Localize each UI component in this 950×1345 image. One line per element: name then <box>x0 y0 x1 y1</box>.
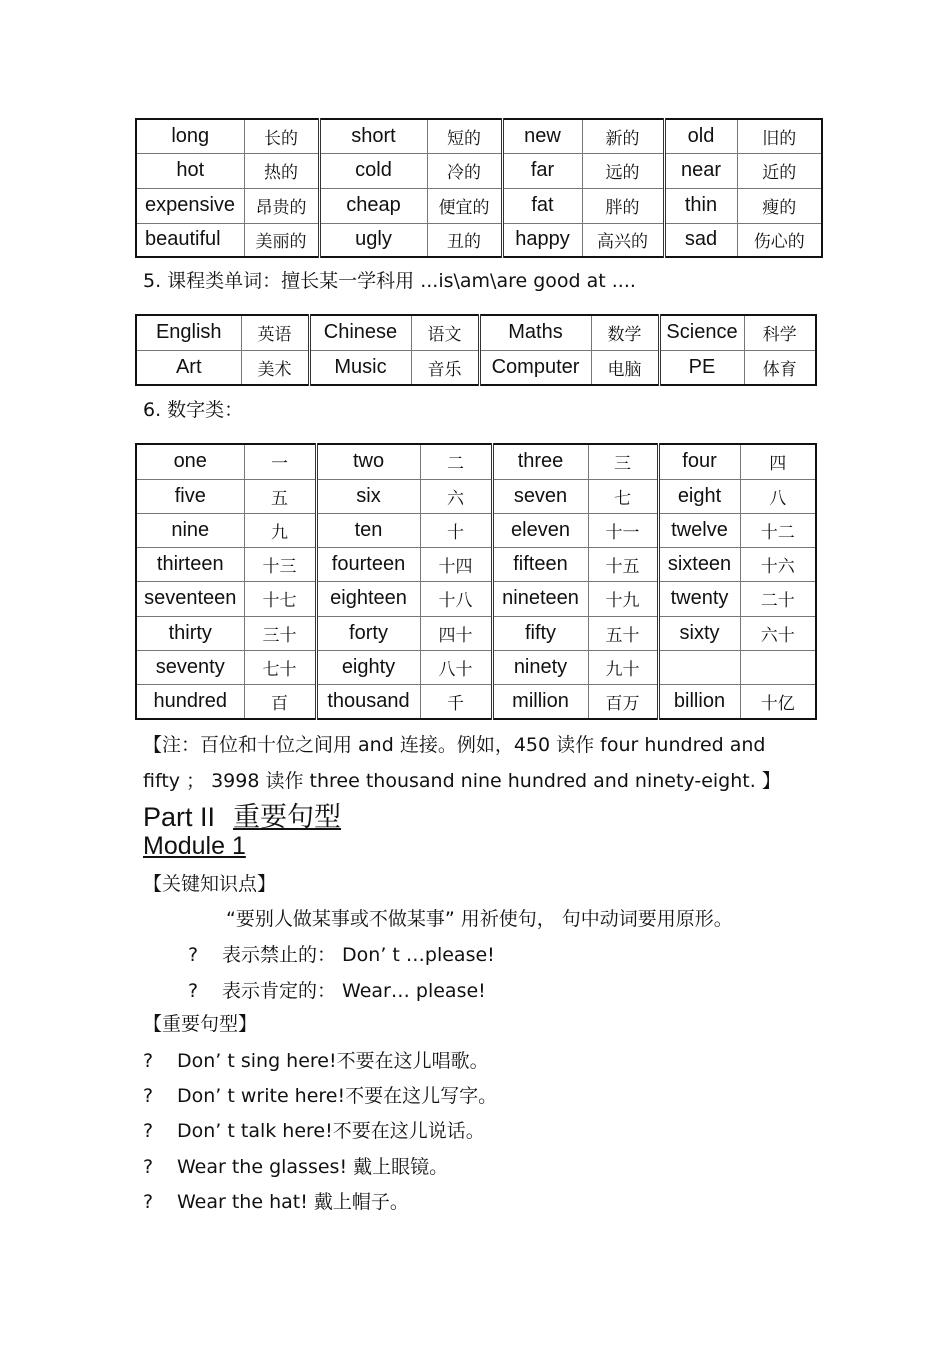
chinese-meaning-cell: 科学 <box>744 315 816 350</box>
chinese-meaning-cell: 二十 <box>740 581 816 616</box>
numbers-note-line-1: 【注：百位和十位之间用 and 连接。例如，450 读作 four hundred and <box>143 734 766 756</box>
chinese-meaning-cell: 瘦的 <box>737 188 822 223</box>
chinese-meaning-cell: 昂贵的 <box>244 188 319 223</box>
english-word-cell: Chinese <box>309 315 411 350</box>
english-word-cell: one <box>136 444 244 479</box>
english-word-cell: ugly <box>319 223 427 257</box>
english-word-cell: Art <box>136 350 241 385</box>
sentence-item <box>143 1081 497 1108</box>
chinese-meaning-cell: 胖的 <box>582 188 664 223</box>
bullet-mark: ? <box>188 944 199 966</box>
chinese-meaning-cell: 十七 <box>244 581 316 616</box>
chinese-meaning-cell: 十五 <box>588 547 658 581</box>
english-word-cell: five <box>136 479 244 513</box>
english-word-cell: Music <box>309 350 411 385</box>
chinese-meaning-cell: 千 <box>420 684 492 719</box>
chinese-meaning-cell: 短的 <box>427 119 502 153</box>
english-word-cell: eight <box>658 479 740 513</box>
chinese-meaning-cell: 四十 <box>420 616 492 650</box>
chinese-meaning-cell: 体育 <box>744 350 816 385</box>
english-word-cell: seventeen <box>136 581 244 616</box>
chinese-meaning-cell: 长的 <box>244 119 319 153</box>
english-word-cell: English <box>136 315 241 350</box>
part2-title <box>143 795 341 834</box>
adjectives-table <box>135 118 823 258</box>
table-row <box>136 188 822 223</box>
chinese-meaning-cell: 八 <box>740 479 816 513</box>
english-word-cell: nineteen <box>492 581 588 616</box>
english-word-cell: million <box>492 684 588 719</box>
sentence-item <box>143 1046 489 1073</box>
chinese-meaning-cell: 美术 <box>241 350 309 385</box>
chinese-meaning-cell: 十二 <box>740 513 816 547</box>
english-word-cell: eleven <box>492 513 588 547</box>
chinese-meaning-cell: 便宜的 <box>427 188 502 223</box>
sentence-item <box>143 1187 409 1214</box>
bullet-mark: ? <box>188 980 199 1002</box>
bullet-mark: ? <box>143 1156 154 1178</box>
english-word-cell: ten <box>316 513 420 547</box>
table-row <box>136 616 816 650</box>
bullet-mark: ? <box>143 1085 154 1107</box>
table-row <box>136 547 816 581</box>
table-row <box>136 119 822 153</box>
english-word-cell: twenty <box>658 581 740 616</box>
chinese-meaning-cell: 数学 <box>591 315 659 350</box>
bullet-mark: ? <box>143 1120 154 1142</box>
english-word-cell: happy <box>502 223 582 257</box>
bullet-mark: ? <box>143 1050 154 1072</box>
sentences-header: 【重要句型】 <box>143 1013 258 1035</box>
chinese-meaning-cell: 三十 <box>244 616 316 650</box>
chinese-meaning-cell: 高兴的 <box>582 223 664 257</box>
key-point-intro: “要别人做某事或不做某事” 用祈使句， 句中动词要用原形。 <box>226 908 733 930</box>
chinese-meaning-cell: 九十 <box>588 650 658 684</box>
chinese-meaning-cell: 七 <box>588 479 658 513</box>
chinese-meaning-cell: 十四 <box>420 547 492 581</box>
english-word-cell: fourteen <box>316 547 420 581</box>
english-word-cell: sixty <box>658 616 740 650</box>
numbers-heading: 6. 数字类： <box>143 399 244 421</box>
english-word-cell: new <box>502 119 582 153</box>
english-word-cell: thin <box>664 188 737 223</box>
english-word-cell: eighty <box>316 650 420 684</box>
table-row <box>136 513 816 547</box>
english-word-cell: fifty <box>492 616 588 650</box>
table-row <box>136 684 816 719</box>
table-row <box>136 479 816 513</box>
chinese-meaning-cell: 旧的 <box>737 119 822 153</box>
table-row <box>136 315 816 350</box>
chinese-meaning-cell: 语文 <box>411 315 479 350</box>
chinese-meaning-cell: 十一 <box>588 513 658 547</box>
chinese-meaning-cell: 六 <box>420 479 492 513</box>
numbers-note-line-2: fifty ； 3998 读作 three thousand nine hundred and ninety-eight. 】 <box>143 770 781 792</box>
english-word-cell: cheap <box>319 188 427 223</box>
chinese-meaning-cell: 丑的 <box>427 223 502 257</box>
table-row <box>136 444 816 479</box>
part2-heading: 重要句型 <box>233 802 342 833</box>
english-word-cell: forty <box>316 616 420 650</box>
chinese-meaning-cell: 伤心的 <box>737 223 822 257</box>
english-word-cell: Maths <box>479 315 591 350</box>
table-row <box>136 350 816 385</box>
sentence-item <box>143 1116 485 1143</box>
chinese-meaning-cell: 十六 <box>740 547 816 581</box>
english-word-cell: cold <box>319 153 427 188</box>
english-word-cell: eighteen <box>316 581 420 616</box>
part2-label: Part II <box>143 802 216 832</box>
english-word-cell: six <box>316 479 420 513</box>
numbers-table <box>135 443 817 720</box>
english-word-cell: beautiful <box>136 223 244 257</box>
chinese-meaning-cell: 热的 <box>244 153 319 188</box>
english-word-cell <box>658 650 740 684</box>
subjects-heading: 5. 课程类单词：擅长某一学科用 ...is\am\are good at .... <box>143 270 636 292</box>
chinese-meaning-cell: 四 <box>740 444 816 479</box>
table-row <box>136 223 822 257</box>
key-point-item <box>188 940 495 967</box>
chinese-meaning-cell: 十八 <box>420 581 492 616</box>
english-word-cell: three <box>492 444 588 479</box>
english-word-cell: billion <box>658 684 740 719</box>
sentence-text: Wear the hat! 戴上帽子。 <box>177 1191 409 1213</box>
chinese-meaning-cell: 十九 <box>588 581 658 616</box>
english-word-cell: nine <box>136 513 244 547</box>
table-row <box>136 153 822 188</box>
english-word-cell: Computer <box>479 350 591 385</box>
sentence-item <box>143 1152 448 1179</box>
english-word-cell: thirty <box>136 616 244 650</box>
sentence-text: Don’ t write here!不要在这儿写字。 <box>177 1085 498 1107</box>
chinese-meaning-cell: 五十 <box>588 616 658 650</box>
sentence-text: Don’ t sing here!不要在这儿唱歌。 <box>177 1050 489 1072</box>
english-word-cell: expensive <box>136 188 244 223</box>
chinese-meaning-cell: 远的 <box>582 153 664 188</box>
chinese-meaning-cell: 九 <box>244 513 316 547</box>
chinese-meaning-cell: 冷的 <box>427 153 502 188</box>
chinese-meaning-cell: 二 <box>420 444 492 479</box>
english-word-cell: twelve <box>658 513 740 547</box>
chinese-meaning-cell <box>740 650 816 684</box>
table-row <box>136 650 816 684</box>
english-word-cell: fat <box>502 188 582 223</box>
key-point-item <box>188 976 486 1003</box>
chinese-meaning-cell: 英语 <box>241 315 309 350</box>
chinese-meaning-cell: 新的 <box>582 119 664 153</box>
key-point-text: 表示肯定的： Wear… please! <box>222 980 486 1002</box>
key-points-header: 【关键知识点】 <box>143 873 277 895</box>
english-word-cell: Science <box>659 315 744 350</box>
chinese-meaning-cell: 五 <box>244 479 316 513</box>
chinese-meaning-cell: 七十 <box>244 650 316 684</box>
english-word-cell: seventy <box>136 650 244 684</box>
english-word-cell: fifteen <box>492 547 588 581</box>
sentence-text: Don’ t talk here!不要在这儿说话。 <box>177 1120 485 1142</box>
english-word-cell: thirteen <box>136 547 244 581</box>
chinese-meaning-cell: 美丽的 <box>244 223 319 257</box>
english-word-cell: seven <box>492 479 588 513</box>
chinese-meaning-cell: 百万 <box>588 684 658 719</box>
english-word-cell: hot <box>136 153 244 188</box>
english-word-cell: sixteen <box>658 547 740 581</box>
bullet-mark: ? <box>143 1191 154 1213</box>
chinese-meaning-cell: 十亿 <box>740 684 816 719</box>
english-word-cell: near <box>664 153 737 188</box>
chinese-meaning-cell: 十三 <box>244 547 316 581</box>
english-word-cell: old <box>664 119 737 153</box>
chinese-meaning-cell: 音乐 <box>411 350 479 385</box>
english-word-cell: thousand <box>316 684 420 719</box>
english-word-cell: far <box>502 153 582 188</box>
module-title: Module 1 <box>143 832 246 860</box>
chinese-meaning-cell: 三 <box>588 444 658 479</box>
chinese-meaning-cell: 十 <box>420 513 492 547</box>
chinese-meaning-cell: 百 <box>244 684 316 719</box>
english-word-cell: hundred <box>136 684 244 719</box>
english-word-cell: long <box>136 119 244 153</box>
chinese-meaning-cell: 电脑 <box>591 350 659 385</box>
english-word-cell: two <box>316 444 420 479</box>
chinese-meaning-cell: 八十 <box>420 650 492 684</box>
english-word-cell: ninety <box>492 650 588 684</box>
english-word-cell: sad <box>664 223 737 257</box>
chinese-meaning-cell: 近的 <box>737 153 822 188</box>
table-row <box>136 581 816 616</box>
sentence-text: Wear the glasses! 戴上眼镜。 <box>177 1156 449 1178</box>
english-word-cell: PE <box>659 350 744 385</box>
chinese-meaning-cell: 一 <box>244 444 316 479</box>
key-point-text: 表示禁止的： Don’ t …please! <box>222 944 495 966</box>
subjects-table <box>135 314 817 386</box>
english-word-cell: short <box>319 119 427 153</box>
english-word-cell: four <box>658 444 740 479</box>
chinese-meaning-cell: 六十 <box>740 616 816 650</box>
